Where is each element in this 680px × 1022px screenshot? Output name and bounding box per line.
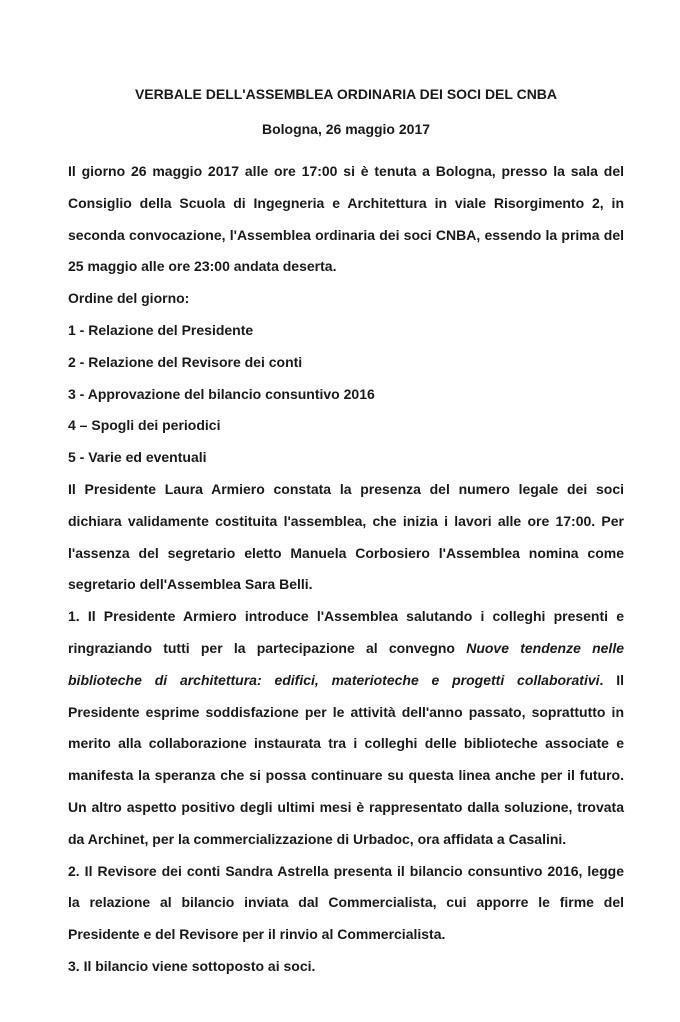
document-date: Bologna, 26 maggio 2017 — [261, 121, 431, 137]
point3-paragraph: 3. Il bilancio viene sottoposto ai soci. — [68, 957, 316, 974]
intro-paragraph: Il giorno 26 maggio 2017 alle ore 17:00 si è tenuta a Bologna, presso la sala del Consiglio della Scuola di Ingegneria e Architettura in viale Risorgimento 2, in seconda convocazione, l'Assemblea ordinaria dei soci CNBA, essendo la prima del 25 maggio alle ore 23:00 andata deserta. — [68, 163, 624, 275]
point1-text-start: 1. Il Presidente Armiero introduce l'Assemblea salutando i colleghi presenti e ringraziando tutti per la partecipazione al convegno — [68, 608, 624, 656]
point1-paragraph — [68, 601, 624, 855]
quorum-paragraph: Il Presidente Laura Armiero constata la presenza del numero legale dei soci dichiara validamente costituita l'assemblea, che inizia i lavori alle ore 17:00. Per l'assenza del segretario eletto Manuela Corbosiero l'Assemblea nomina come segretario dell'Assemblea Sara Belli. — [68, 480, 624, 593]
conference-title: Nuove tendenze nelle biblioteche di architettura: edifici, materioteche e progetti collaborativi — [68, 639, 624, 688]
point2-paragraph: 2. Il Revisore dei conti Sandra Astrella presenta il bilancio consuntivo 2016, legge la relazione al bilancio inviata dal Commercialista, cui apporre le firme del Presidente e del Revisore per il rinvio al Commercialista. — [68, 862, 624, 943]
document-title: VERBALE DELL'ASSEMBLEA ORDINARIA DEI SOCI DEL CNBA — [134, 86, 558, 102]
agenda-item: 4 – Spogli dei periodici — [68, 417, 221, 434]
agenda-item: 2 - Relazione del Revisore dei conti — [68, 353, 303, 370]
agenda-item: 1 - Relazione del Presidente — [68, 321, 254, 338]
point1-text-end: . Il Presidente esprime soddisfazione per le attività dell'anno passato, soprattutto in merito alla collaborazione instaurata tra i colleghi delle biblioteche associate e manifesta la speranza che si possa continuare su questa linea anche per il futuro. Un altro aspetto positivo degli ultimi mesi è rappresentato dalla soluzione, trovata da Archinet, per la commercializzazione di Urbadoc, ora affidata a Casalini. — [68, 671, 624, 847]
agenda-item: 5 - Varie ed eventuali — [68, 449, 207, 466]
document-body — [68, 156, 624, 983]
document-page — [68, 84, 624, 983]
agenda-item: 3 - Approvazione del bilancio consuntivo 2016 — [68, 385, 375, 402]
agenda-heading: Ordine del giorno: — [68, 290, 190, 307]
